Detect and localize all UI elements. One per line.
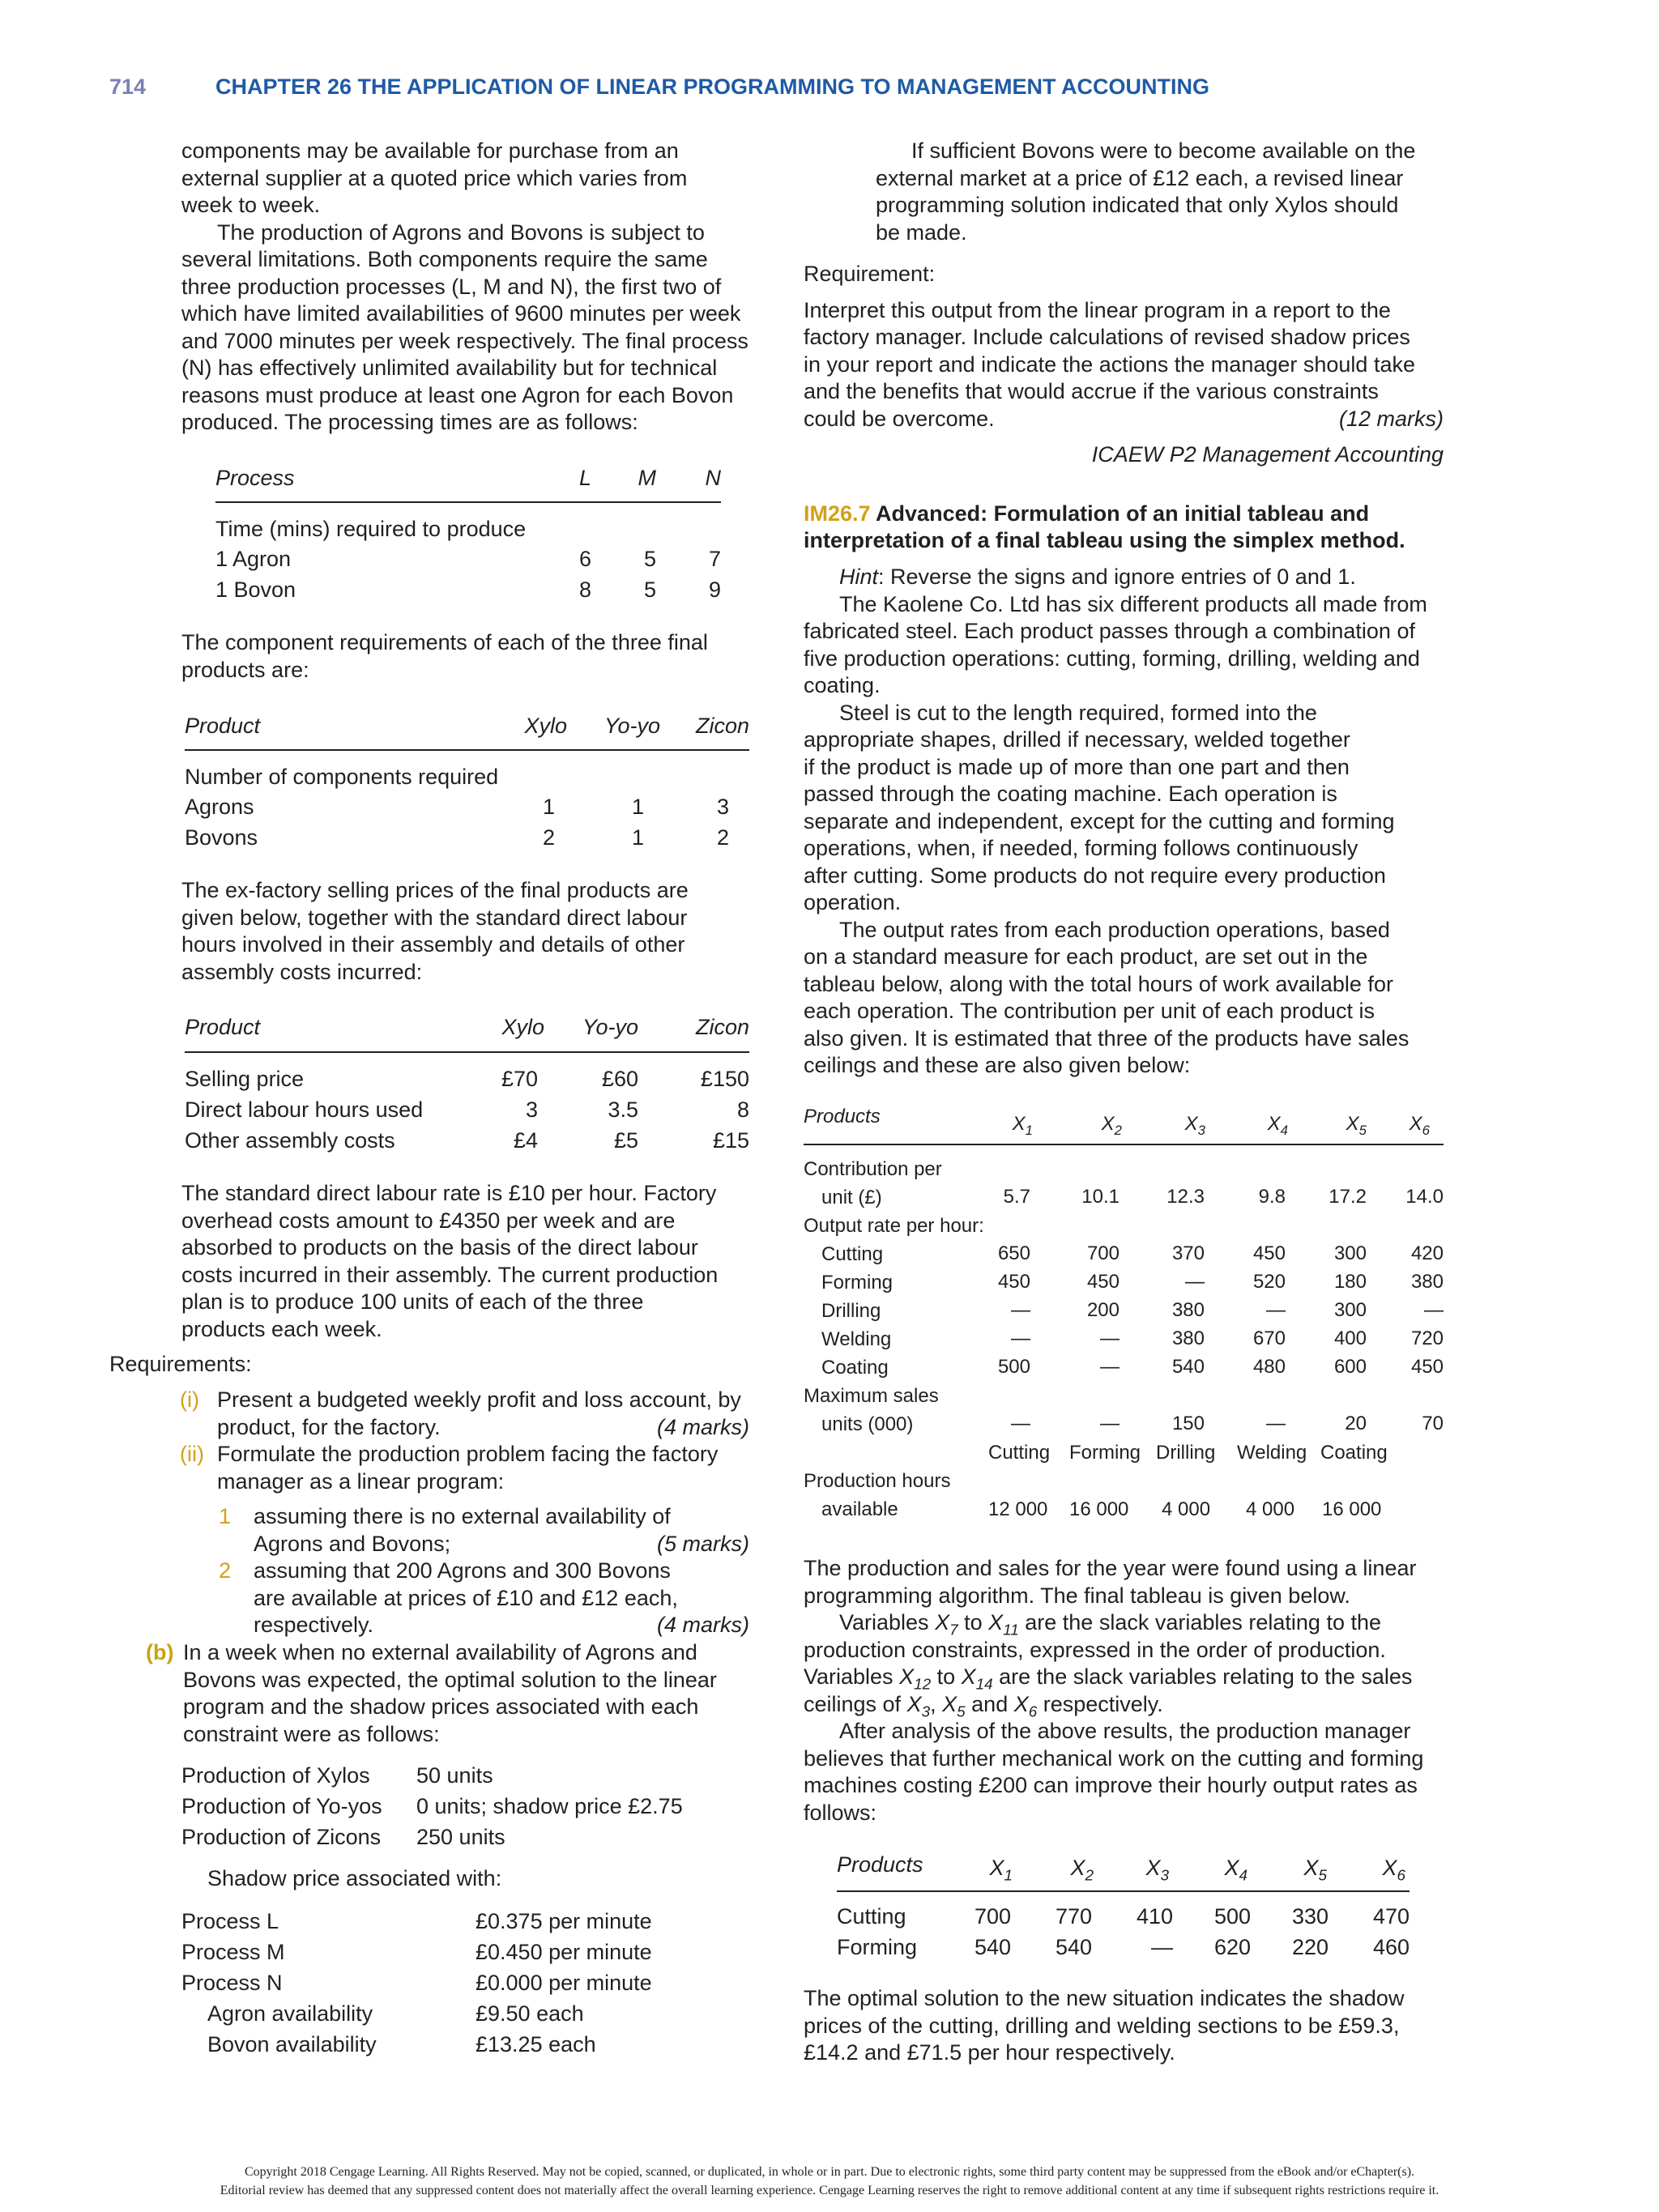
list-label: Agron availability: [207, 2001, 373, 2026]
text-line: assembly costs incurred:: [181, 960, 423, 984]
text-line: hours involved in their assembly and details of other: [181, 932, 685, 957]
list-value: £0.450 per minute: [476, 1940, 652, 1964]
col-base: X: [989, 1856, 1004, 1880]
text-line: tableau below, along with the total hours of work available for: [804, 972, 1393, 996]
table-cell: 540: [1171, 1356, 1205, 1378]
list-label: Production of Xylos: [181, 1763, 370, 1788]
table-cell: 380: [1171, 1328, 1205, 1349]
table-cell: £5: [613, 1128, 638, 1153]
text-line: operation.: [804, 890, 902, 914]
text-line: coating.: [804, 673, 881, 697]
table-cell: 2: [542, 825, 555, 850]
text-line: £14.2 and £71.5 per hour respectively.: [804, 2040, 1175, 2065]
table-header: Products: [837, 1852, 923, 1877]
chapter-title: CHAPTER 26 THE APPLICATION OF LINEAR PROGRAMMING TO MANAGEMENT ACCOUNTING: [215, 75, 1210, 99]
text-line: after cutting. Some products do not require every production: [804, 863, 1386, 888]
table-row-label: 1 Agron: [215, 547, 292, 571]
table-rule: [804, 1144, 1444, 1145]
text-line: absorbed to products on the basis of the direct labour: [181, 1235, 698, 1259]
table-cell: 70: [1422, 1413, 1444, 1434]
table-header: Zicon: [695, 714, 749, 738]
table-header: L: [578, 466, 591, 490]
table-header: Product: [185, 1015, 261, 1039]
text-line: The Kaolene Co. Ltd has six different products all made from: [839, 592, 1427, 616]
table-header: Product: [185, 714, 261, 738]
table-cell: 450: [1410, 1356, 1444, 1378]
text-line: overhead costs amount to £4350 per week and are: [181, 1208, 676, 1233]
table-cell: 5: [643, 547, 656, 571]
text-line: several limitations. Both components require the same: [181, 247, 708, 271]
exercise-title: [804, 501, 1369, 528]
table-row-label: Agrons: [185, 795, 254, 819]
table-header: [1049, 1855, 1094, 1890]
text-line: Steel is cut to the length required, formed into the: [839, 701, 1317, 725]
exercise-code: IM26.7: [804, 501, 871, 526]
table-cell: 460: [1372, 1935, 1410, 1959]
text-fragment: to: [957, 1610, 989, 1634]
table-rule: [185, 749, 749, 751]
text-line: appropriate shapes, drilled if necessary, welded together: [804, 727, 1350, 752]
table-header: Process: [215, 466, 295, 490]
col-base: X: [1267, 1113, 1281, 1135]
table-cell: 5: [643, 578, 656, 602]
hint-line: [839, 564, 1356, 591]
table-header: [1203, 1855, 1247, 1890]
table-cell: 720: [1410, 1328, 1444, 1349]
marks: (4 marks): [657, 1613, 749, 1637]
text-line: external market at a price of £12 each, a revised linear: [876, 166, 1404, 190]
col-base: X: [1224, 1856, 1239, 1880]
table-row-label: Direct labour hours used: [185, 1097, 424, 1122]
text-line: products are:: [181, 658, 309, 682]
req-marker: 2: [219, 1558, 232, 1583]
table-cell: 6: [578, 547, 591, 571]
table-header: [1169, 1110, 1205, 1144]
table-cell: 600: [1333, 1356, 1367, 1378]
text-line: (N) has effectively unlimited availability but for technical: [181, 356, 718, 380]
table-cell: —: [1424, 1299, 1444, 1321]
text-fragment: are the slack variables relating to the sales: [992, 1664, 1413, 1689]
table-cell: 9: [708, 578, 721, 602]
table-subheader: Number of components required: [185, 765, 499, 789]
source-citation: ICAEW P2 Management Accounting: [1091, 442, 1444, 467]
table-cell: 520: [1252, 1271, 1286, 1293]
hint-text: : Reverse the signs and ignore entries of 0 and 1.: [878, 565, 1356, 589]
table-cell: 500: [997, 1356, 1030, 1378]
text-line: and 7000 minutes per week respectively. The final process: [181, 329, 748, 353]
text-line: week to week.: [181, 193, 321, 217]
table-cell: 16 000: [1322, 1498, 1382, 1520]
table-cell: 1: [631, 825, 644, 850]
table-row-label: Selling price: [185, 1067, 305, 1091]
list-label: Bovon availability: [207, 2032, 377, 2056]
table-cell: 3: [525, 1097, 538, 1122]
table-cell: 16 000: [1069, 1498, 1129, 1520]
text-line: prices of the cutting, drilling and welding sections to be £59.3,: [804, 2014, 1400, 2038]
table-cell: —: [1011, 1328, 1030, 1349]
operation-label: Forming: [1069, 1442, 1141, 1464]
table-cell: 10.1: [1081, 1186, 1120, 1208]
table-header: [1124, 1855, 1169, 1890]
table-row-label: unit (£): [821, 1187, 882, 1208]
table-cell: 540: [974, 1935, 1011, 1959]
table-cell: £60: [601, 1067, 638, 1091]
table-cell: 470: [1372, 1904, 1410, 1929]
table-cell: 180: [1333, 1271, 1367, 1293]
text-line: The output rates from each production operations, based: [839, 918, 1390, 942]
list-label: Production of Zicons: [181, 1825, 382, 1849]
list-value: 0 units; shadow price £2.75: [416, 1794, 683, 1818]
table-cell: 700: [1086, 1242, 1120, 1264]
text-line: in your report and indicate the actions the manager should take: [804, 352, 1415, 377]
text-line: given below, together with the standard direct labour: [181, 906, 688, 930]
text-line: assuming that 200 Agrons and 300 Bovons: [254, 1558, 671, 1583]
table-header: Yo-yo: [603, 714, 660, 738]
text-line: respectively.: [254, 1613, 374, 1637]
table-rule: [837, 1890, 1410, 1892]
list-value: £9.50 each: [476, 2001, 584, 2026]
text-line: In a week when no external availability of Agrons and: [183, 1640, 697, 1664]
table-cell: 300: [1333, 1242, 1367, 1264]
table-cell: 8: [736, 1097, 749, 1122]
text-line: each operation. The contribution per unit of each product is: [804, 999, 1375, 1023]
table-row-label: Bovons: [185, 825, 258, 850]
table-cell: 650: [997, 1242, 1030, 1264]
table-row-label: available: [821, 1498, 898, 1520]
table-cell: 700: [974, 1904, 1011, 1929]
table-cell: 400: [1333, 1328, 1367, 1349]
col-sub: 6: [1422, 1122, 1430, 1138]
marks: (4 marks): [657, 1415, 749, 1439]
table-cell: 380: [1410, 1271, 1444, 1293]
table-cell: —: [1266, 1299, 1286, 1321]
col-base: X: [1012, 1113, 1026, 1135]
table-cell: 420: [1410, 1242, 1444, 1264]
table-cell: 450: [1252, 1242, 1286, 1264]
col-base: X: [1070, 1856, 1085, 1880]
table-row-label: Cutting: [821, 1243, 884, 1265]
text-line: The production and sales for the year were found using a linear: [804, 1556, 1417, 1580]
table-cell: 9.8: [1258, 1186, 1286, 1208]
text-line: external supplier at a quoted price which varies from: [181, 166, 688, 190]
text-line: program and the shadow prices associated with each: [183, 1694, 699, 1719]
page-number: 714: [109, 75, 147, 99]
req-marker: (i): [180, 1387, 199, 1412]
copyright-line-1: Copyright 2018 Cengage Learning. All Rights Reserved. May not be copied, scanned, or duplicated, in whole or in part. Due to electronic rights, some third party content may be suppressed from the eBook and/or eChapter(s).: [244, 2165, 1415, 2179]
text-line: Bovons was expected, the optimal solution to the linear: [183, 1668, 717, 1692]
text-line: separate and independent, except for the cutting and forming: [804, 809, 1395, 833]
hint-label: Hint: [839, 565, 879, 589]
table-cell: —: [1185, 1271, 1205, 1293]
list-label: Production of Yo-yos: [181, 1794, 382, 1818]
text-line: machines costing £200 can improve their hourly output rates as: [804, 1773, 1418, 1797]
table-cell: £15: [712, 1128, 749, 1153]
table-cell: 200: [1086, 1299, 1120, 1321]
table-cell: £4: [513, 1128, 538, 1153]
requirement-label: Requirement:: [804, 262, 936, 286]
table-cell: 17.2: [1328, 1186, 1367, 1208]
col-base: X: [1346, 1113, 1359, 1135]
table-cell: —: [1100, 1413, 1120, 1434]
table-cell: 370: [1171, 1242, 1205, 1264]
table-cell: 4 000: [1162, 1498, 1211, 1520]
table-cell: 7: [708, 547, 721, 571]
list-value: £0.375 per minute: [476, 1909, 652, 1933]
table-header: Products: [804, 1106, 881, 1127]
text-line: reasons must produce at least one Agron for each Bovon: [181, 383, 734, 407]
text-line: could be overcome.: [804, 407, 995, 431]
table-cell: —: [1100, 1356, 1120, 1378]
table-row-label: Other assembly costs: [185, 1128, 395, 1153]
text-line: produced. The processing times are as follows:: [181, 410, 638, 434]
text-line: operations, when, if needed, forming follows continuously: [804, 836, 1358, 860]
table-rule: [215, 501, 721, 503]
table-cell: 2: [716, 825, 729, 850]
operation-label: Cutting: [988, 1442, 1051, 1464]
text-fragment: and: [965, 1692, 1014, 1716]
marks: (12 marks): [1338, 407, 1444, 431]
table-cell: 3.5: [608, 1097, 638, 1122]
col-sub: 1: [1004, 1867, 1013, 1885]
col-base: X: [1382, 1856, 1397, 1880]
table-cell: 330: [1291, 1904, 1328, 1929]
text-fragment: Variables: [804, 1664, 900, 1689]
text-fragment: ceilings of: [804, 1692, 907, 1716]
operation-label: Coating: [1320, 1442, 1388, 1464]
table-cell: 540: [1055, 1935, 1092, 1959]
table-cell: 450: [997, 1271, 1030, 1293]
table-row-label: Welding: [821, 1328, 892, 1350]
exercise-title-line1: Advanced: Formulation of an initial tableau and: [876, 501, 1370, 526]
text-line: passed through the coating machine. Each operation is: [804, 782, 1337, 806]
table-cell: £70: [501, 1067, 538, 1091]
col-sub: 2: [1114, 1122, 1122, 1138]
text-line: Formulate the production problem facing the factory: [217, 1442, 719, 1466]
text-line: The component requirements of each of the three final: [181, 630, 708, 654]
table-cell: 500: [1213, 1904, 1251, 1929]
text-line: components may be available for purchase from an: [181, 139, 679, 163]
text-line: Present a budgeted weekly profit and loss account, by: [217, 1387, 741, 1412]
text-line: Interpret this output from the linear program in a report to the: [804, 298, 1391, 322]
table-header: Xylo: [501, 1015, 544, 1039]
table-cell: —: [1011, 1413, 1030, 1434]
table-row-label: Coating: [821, 1357, 889, 1379]
col-base: X: [1303, 1856, 1319, 1880]
table-cell: 8: [578, 578, 591, 602]
table-header: N: [705, 466, 721, 490]
table-cell: 150: [1171, 1413, 1205, 1434]
text-line: ceilings of $X_3$, $X_5$ and $X_6$ respectively.: [804, 1692, 1163, 1721]
text-line: three production processes (L, M and N), the first two of: [181, 275, 722, 299]
text-line: be made.: [876, 220, 967, 245]
text-line: also given. It is estimated that three of the products have sales: [804, 1026, 1410, 1051]
marks: (5 marks): [657, 1532, 749, 1556]
table-row-label: Contribution per: [804, 1158, 942, 1180]
req-marker: 1: [219, 1504, 232, 1528]
table-cell: 620: [1213, 1935, 1251, 1959]
req-marker: (ii): [180, 1442, 204, 1466]
text-line: and the benefits that would accrue if the various constraints: [804, 379, 1379, 403]
col-base: X: [1145, 1856, 1161, 1880]
table-row-label: Cutting: [837, 1904, 906, 1929]
shadow-heading: Shadow price associated with:: [207, 1866, 502, 1890]
text-line: are available at prices of £10 and £12 each,: [254, 1586, 678, 1610]
list-value: 50 units: [416, 1763, 493, 1788]
table-cell: 20: [1345, 1413, 1367, 1434]
col-sub: 5: [1318, 1867, 1327, 1885]
table-header: Yo-yo: [582, 1015, 638, 1039]
text-fragment: ,: [930, 1692, 943, 1716]
table-header: Zicon: [695, 1015, 749, 1039]
table-header: [1361, 1855, 1405, 1890]
table-header: [1282, 1855, 1327, 1890]
table-header: [1330, 1110, 1367, 1144]
col-sub: 6: [1397, 1867, 1405, 1885]
text-line: If sufficient Bovons were to become available on the: [911, 139, 1416, 163]
text-line: plan is to produce 100 units of each of the three: [181, 1289, 644, 1314]
table-cell: —: [1011, 1299, 1030, 1321]
col-base: X: [1409, 1113, 1422, 1135]
text-line: factory manager. Include calculations of revised shadow prices: [804, 325, 1410, 349]
col-base: X: [1184, 1113, 1198, 1135]
table-header: [1393, 1110, 1430, 1144]
table-row-label: 1 Bovon: [215, 578, 296, 602]
exercise-title-line2: interpretation of a final tableau using the simplex method.: [804, 528, 1405, 552]
table-cell: £150: [700, 1067, 749, 1091]
text-line: programming algorithm. The final tableau is given below.: [804, 1583, 1350, 1608]
table-row-label: Output rate per hour:: [804, 1215, 984, 1237]
list-value: £13.25 each: [476, 2032, 596, 2056]
table-cell: 5.7: [1003, 1186, 1030, 1208]
text-line: The ex-factory selling prices of the final products are: [181, 878, 689, 902]
text-line: Variables $X_{12}$ to $X_{14}$ are the slack variables relating to the sales: [804, 1664, 1413, 1694]
req-marker: (b): [146, 1640, 174, 1664]
table-cell: 14.0: [1405, 1186, 1444, 1208]
col-sub: 3: [1197, 1122, 1205, 1138]
table-subheader: Time (mins) required to produce: [215, 517, 527, 541]
table-cell: 12.3: [1166, 1186, 1205, 1208]
list-value: £0.000 per minute: [476, 1971, 652, 1995]
table-cell: 410: [1136, 1904, 1173, 1929]
table-cell: 4 000: [1246, 1498, 1295, 1520]
col-sub: 4: [1280, 1122, 1288, 1138]
table-cell: 480: [1252, 1356, 1286, 1378]
table-row-label: Forming: [837, 1935, 918, 1959]
table-header: M: [638, 466, 656, 490]
table-cell: 450: [1086, 1271, 1120, 1293]
text-line: ceilings and these are also given below:: [804, 1053, 1191, 1077]
table-cell: 1: [542, 795, 555, 819]
text-line: constraint were as follows:: [183, 1722, 440, 1746]
operation-label: Drilling: [1156, 1442, 1216, 1464]
table-header: Xylo: [524, 714, 567, 738]
table-row-label: Drilling: [821, 1300, 881, 1322]
text-line: follows:: [804, 1801, 877, 1825]
copyright-line-2: Editorial review has deemed that any suppressed content does not materially affect the overall learning experience. Cengage Learning reserves the right to remove additional content at any time if subsequent rights restrictions require it.: [220, 2184, 1439, 2197]
text-line: Agrons and Bovons;: [254, 1532, 451, 1556]
table-row-label: units (000): [821, 1413, 914, 1435]
table-cell: 1: [631, 795, 644, 819]
text-line: five production operations: cutting, forming, drilling, welding and: [804, 646, 1420, 671]
text-fragment: to: [931, 1664, 962, 1689]
table-header: [996, 1110, 1033, 1144]
text-line: assuming there is no external availability of: [254, 1504, 671, 1528]
text-fragment: are the slack variables relating to the: [1018, 1610, 1382, 1634]
requirements-label: Requirements:: [109, 1352, 252, 1376]
text-line: on a standard measure for each product, are set out in the: [804, 944, 1368, 969]
operation-label: Welding: [1237, 1442, 1307, 1464]
table-row-label: Forming: [821, 1272, 893, 1294]
table-cell: —: [1151, 1935, 1173, 1959]
text-line: manager as a linear program:: [217, 1469, 505, 1494]
table-cell: 12 000: [988, 1498, 1048, 1520]
list-value: 250 units: [416, 1825, 505, 1849]
text-line: programming solution indicated that only Xylos should: [876, 193, 1399, 217]
table-row-label: Maximum sales: [804, 1385, 939, 1407]
list-label: Process L: [181, 1909, 279, 1933]
table-header: [1085, 1110, 1122, 1144]
text-line: products each week.: [181, 1317, 382, 1341]
text-line: Variables $X_7$ to $X_{11}$ are the slack variables relating to the: [839, 1610, 1382, 1639]
col-sub: 1: [1025, 1122, 1033, 1138]
text-line: which have limited availabilities of 9600 minutes per week: [181, 301, 741, 326]
text-line: After analysis of the above results, the production manager: [839, 1719, 1411, 1743]
table-cell: —: [1266, 1413, 1286, 1434]
table-cell: —: [1100, 1328, 1120, 1349]
table-cell: 220: [1291, 1935, 1328, 1959]
text-line: believes that further mechanical work on the cutting and forming: [804, 1746, 1424, 1771]
col-sub: 3: [1160, 1867, 1169, 1885]
text-line: costs incurred in their assembly. The current production: [181, 1263, 719, 1287]
table-cell: 670: [1252, 1328, 1286, 1349]
table-cell: 380: [1171, 1299, 1205, 1321]
table-cell: 770: [1055, 1904, 1092, 1929]
text-line: product, for the factory.: [217, 1415, 441, 1439]
list-label: Process N: [181, 1971, 283, 1995]
col-sub: 2: [1085, 1867, 1094, 1885]
text-fragment: Variables: [839, 1610, 936, 1634]
table-cell: 300: [1333, 1299, 1367, 1321]
list-label: Process M: [181, 1940, 285, 1964]
text-line: The optimal solution to the new situation indicates the shadow: [804, 1986, 1405, 2010]
text-line: fabricated steel. Each product passes through a combination of: [804, 619, 1415, 643]
text-line: if the product is made up of more than one part and then: [804, 755, 1350, 779]
col-sub: 5: [1358, 1122, 1367, 1138]
col-sub: 4: [1239, 1867, 1247, 1885]
text-line: production constraints, expressed in the order of production.: [804, 1638, 1386, 1662]
table-header: [1252, 1110, 1288, 1144]
table-cell: 3: [716, 795, 729, 819]
text-line: The standard direct labour rate is £10 per hour. Factory: [181, 1181, 717, 1205]
table-row-label: Production hours: [804, 1470, 951, 1492]
text-line: The production of Agrons and Bovons is subject to: [217, 220, 705, 245]
table-rule: [185, 1051, 749, 1053]
text-fragment: respectively.: [1037, 1692, 1163, 1716]
table-header: [968, 1855, 1013, 1890]
col-base: X: [1101, 1113, 1115, 1135]
